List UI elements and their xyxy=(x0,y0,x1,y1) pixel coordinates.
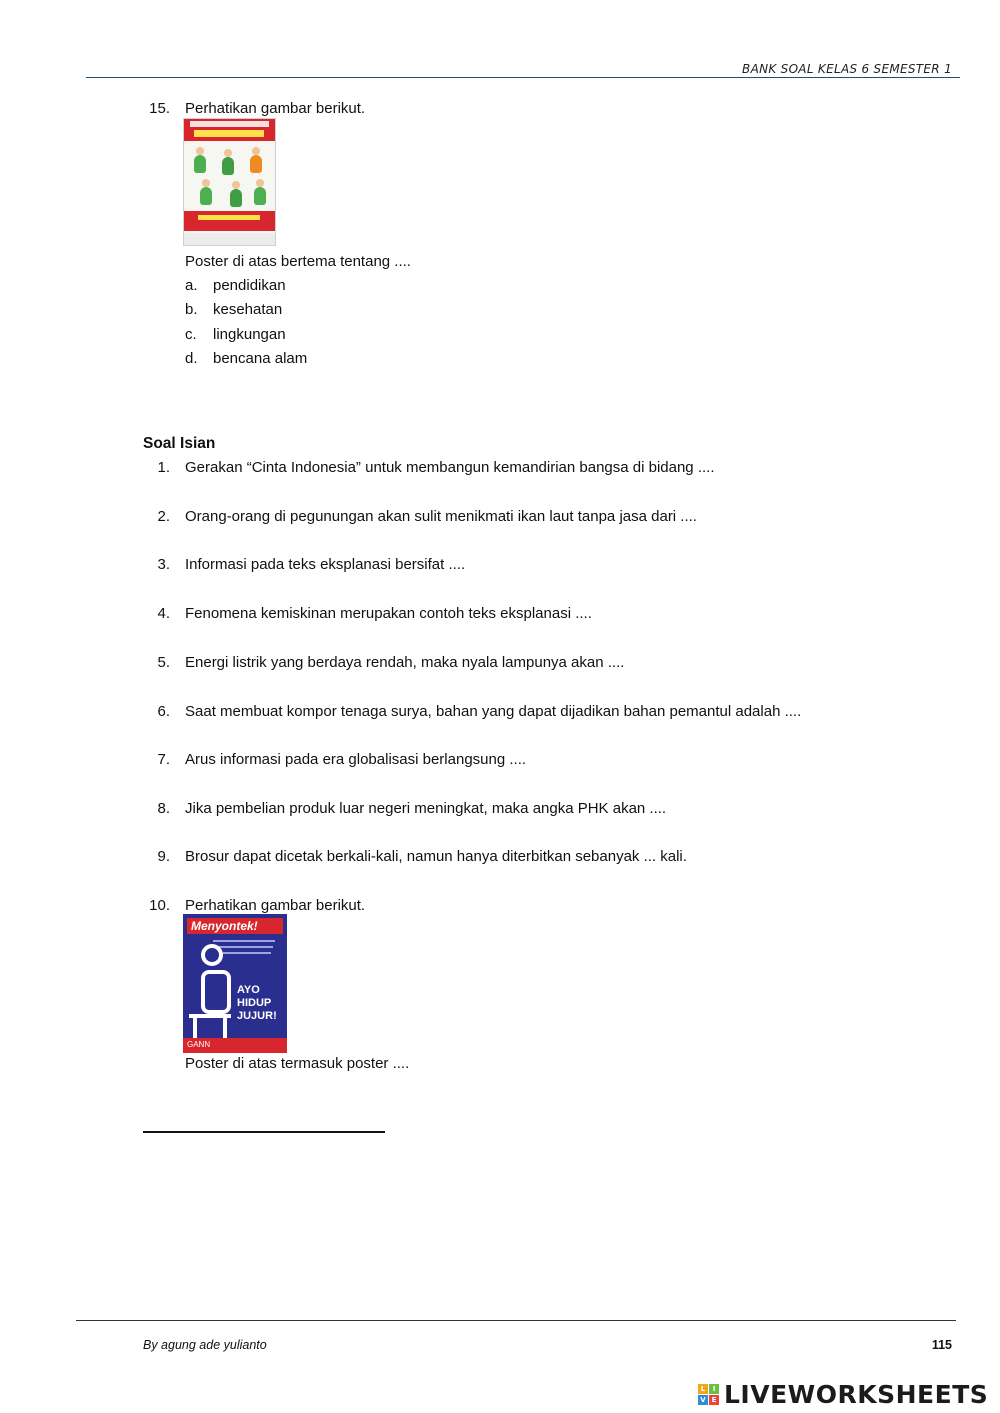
option-letter: d. xyxy=(185,350,198,367)
isian-question-7 xyxy=(0,751,1000,771)
question-number: 10. xyxy=(149,897,170,914)
question-text: Arus informasi pada era globalisasi berlangsung .... xyxy=(185,751,527,768)
isian-question-2 xyxy=(0,508,1000,528)
option-letter: b. xyxy=(185,301,198,318)
question-15 xyxy=(0,100,1000,120)
question-text: Orang-orang di pegunungan akan sulit menikmati ikan laut tanpa jasa dari .... xyxy=(185,508,697,525)
option-letter: c. xyxy=(185,326,197,343)
isian-question-5 xyxy=(0,654,1000,674)
isian-question-6 xyxy=(0,703,1000,723)
option-d xyxy=(0,350,1000,370)
question-text: Perhatikan gambar berikut. xyxy=(185,897,366,914)
poster-org: GANN xyxy=(187,1040,211,1049)
question-text: Jika pembelian produk luar negeri meningkat, maka angka PHK akan .... xyxy=(185,800,667,817)
option-text: pendidikan xyxy=(213,277,286,294)
isian-question-1 xyxy=(0,459,1000,479)
poster-title: Menyontek! xyxy=(191,919,258,933)
question-text: Energi listrik yang berdaya rendah, maka nyala lampunya akan .... xyxy=(185,654,625,671)
question-text: Fenomena kemiskinan merupakan contoh teks eksplanasi .... xyxy=(185,605,592,622)
question-number: 1. xyxy=(157,459,170,476)
option-letter: a. xyxy=(185,277,198,294)
section-title: Soal Isian xyxy=(143,435,216,452)
footer-author: By agung ade yulianto xyxy=(143,1338,267,1352)
footer-divider xyxy=(76,1320,956,1321)
liveworksheets-watermark xyxy=(698,1380,988,1409)
poster-slogan-3: JUJUR! xyxy=(237,1010,277,1022)
question-number: 6. xyxy=(157,703,170,720)
tuberculosis-poster-icon xyxy=(183,118,276,246)
poster-slogan-2: HIDUP xyxy=(237,997,272,1009)
isian-question-8 xyxy=(0,800,1000,820)
question-number: 4. xyxy=(157,605,170,622)
anti-cheating-poster-icon xyxy=(183,914,287,1053)
question-text: Brosur dapat dicetak berkali-kali, namun hanya diterbitkan sebanyak ... kali. xyxy=(185,848,687,865)
header-divider xyxy=(86,77,960,78)
question-number: 3. xyxy=(157,556,170,573)
liveworksheets-logo-icon: L I V E xyxy=(698,1384,720,1406)
header-title: BANK SOAL KELAS 6 SEMESTER 1 xyxy=(742,62,952,76)
option-a xyxy=(0,277,1000,297)
question-number: 5. xyxy=(157,654,170,671)
poster-slogan-1: AYO xyxy=(237,984,260,996)
page-number: 115 xyxy=(931,1338,952,1352)
question-number: 9. xyxy=(157,848,170,865)
option-text: bencana alam xyxy=(213,350,308,367)
question-number: 8. xyxy=(157,800,170,817)
question-text: Informasi pada teks eksplanasi bersifat .... xyxy=(185,556,466,573)
option-text: kesehatan xyxy=(213,301,283,318)
question-number: 2. xyxy=(157,508,170,525)
question-text: Gerakan “Cinta Indonesia” untuk membangun kemandirian bangsa di bidang .... xyxy=(185,459,715,476)
footnote-divider xyxy=(143,1131,385,1133)
option-b xyxy=(0,301,1000,321)
question-text: Perhatikan gambar berikut. xyxy=(185,100,366,117)
question-text: Saat membuat kompor tenaga surya, bahan yang dapat dijadikan bahan pemantul adalah .... xyxy=(185,703,802,720)
watermark-text: LIVEWORKSHEETS xyxy=(724,1380,989,1409)
question-15-prompt: Poster di atas bertema tentang .... xyxy=(185,253,411,270)
question-number: 7. xyxy=(157,751,170,768)
question-10-prompt: Poster di atas termasuk poster .... xyxy=(185,1055,410,1072)
isian-question-3 xyxy=(0,556,1000,576)
question-number: 15. xyxy=(149,100,170,117)
isian-question-10 xyxy=(0,897,1000,917)
isian-question-4 xyxy=(0,605,1000,625)
option-c xyxy=(0,326,1000,346)
option-text: lingkungan xyxy=(213,326,286,343)
isian-question-9 xyxy=(0,848,1000,868)
